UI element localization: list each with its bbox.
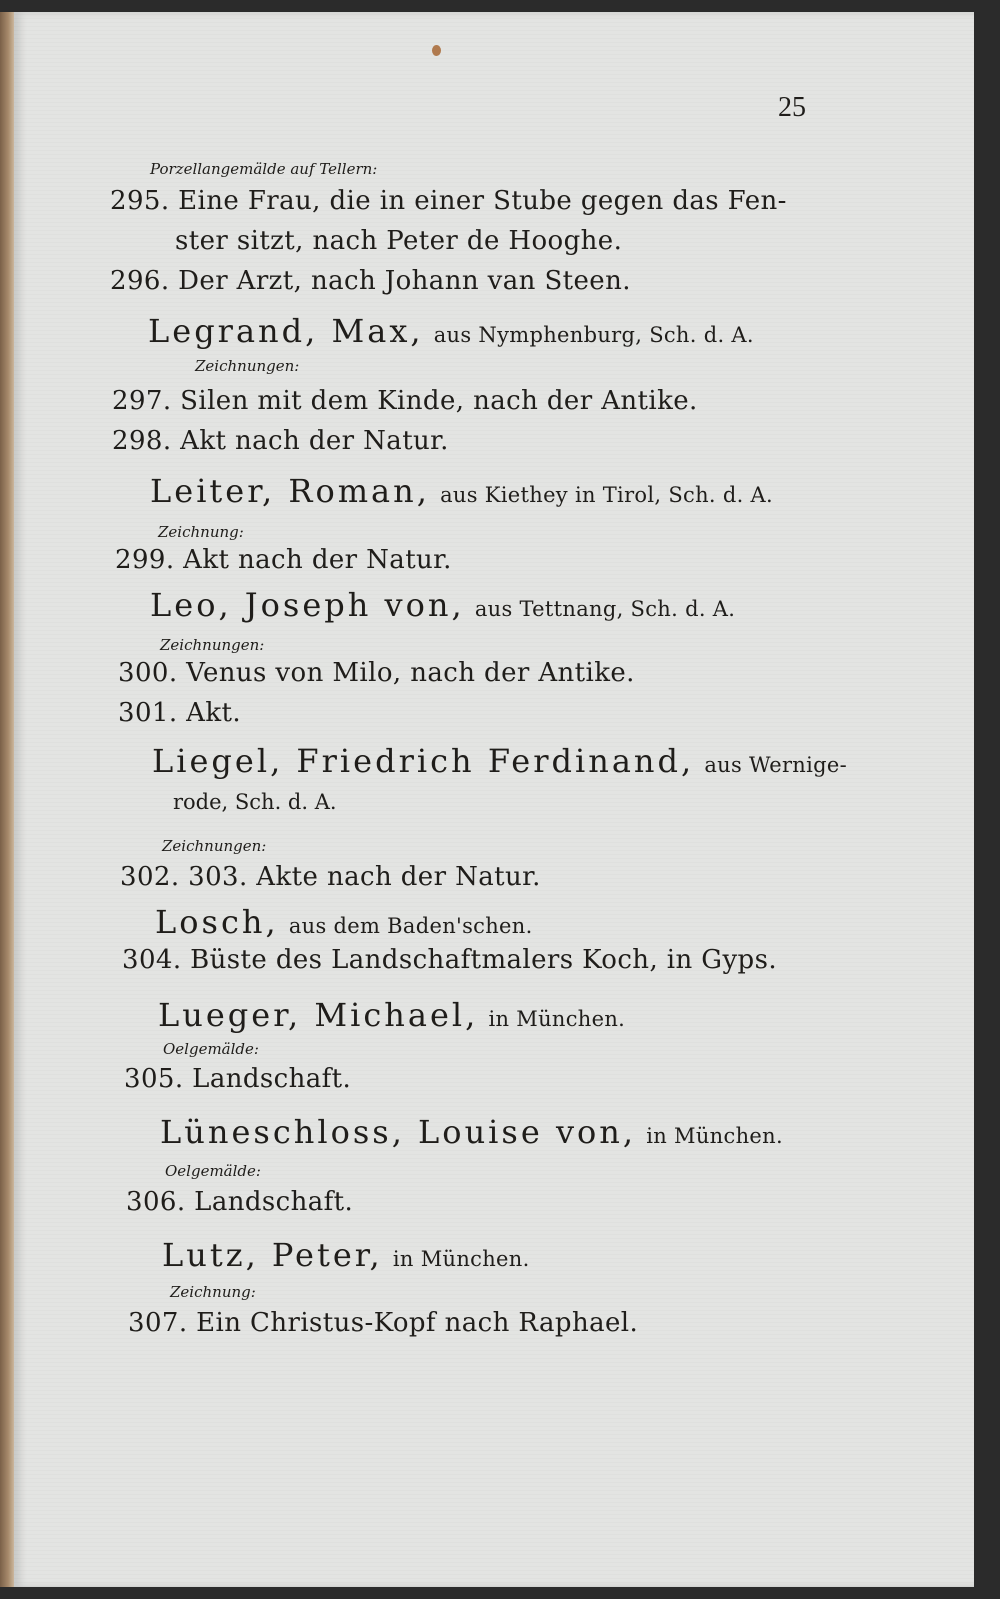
artist-origin: in München. xyxy=(392,1247,530,1271)
catalog-entry: 305. Landschaft. xyxy=(124,1064,352,1094)
catalog-entry: 302. 303. Akte nach der Natur. xyxy=(120,862,541,892)
catalog-entry: 296. Der Arzt, nach Johann van Steen. xyxy=(110,266,631,296)
artist-name: Leo, Joseph von, xyxy=(150,586,465,624)
catalog-entry: 301. Akt. xyxy=(118,698,241,728)
page-number: 25 xyxy=(778,92,806,123)
artist-name: Legrand, Max, xyxy=(148,312,424,350)
catalog-entry: 306. Landschaft. xyxy=(126,1187,354,1217)
artist-heading xyxy=(162,1236,530,1274)
artist-origin-continuation: rode, Sch. d. A. xyxy=(173,790,337,814)
artist-origin: aus Kiethey in Tirol, Sch. d. A. xyxy=(440,483,773,507)
artist-heading xyxy=(160,1113,783,1151)
catalog-entry: 307. Ein Christus-Kopf nach Raphael. xyxy=(128,1308,639,1338)
artist-heading xyxy=(158,996,625,1034)
artist-heading xyxy=(152,742,847,780)
catalog-entry: 299. Akt nach der Natur. xyxy=(115,545,452,575)
artist-origin: aus Tettnang, Sch. d. A. xyxy=(474,597,736,621)
catalog-entry: 304. Büste des Landschaftmalers Koch, in Gyps. xyxy=(122,945,778,975)
artist-heading xyxy=(150,472,773,510)
artist-heading xyxy=(155,903,533,941)
artist-origin: aus Wernige- xyxy=(704,753,847,777)
paper-stain xyxy=(432,45,441,56)
category-heading: Zeichnung: xyxy=(158,523,244,541)
category-heading: Zeichnungen: xyxy=(195,357,300,375)
catalog-entry: 297. Silen mit dem Kinde, nach der Antike. xyxy=(112,386,698,416)
artist-origin: aus Nymphenburg, Sch. d. A. xyxy=(433,323,754,347)
category-heading: Porzellangemälde auf Tellern: xyxy=(150,160,378,178)
artist-name: Lüneschloss, Louise von, xyxy=(160,1113,637,1151)
catalog-entry: 295. Eine Frau, die in einer Stube gegen das Fen- xyxy=(110,186,787,216)
catalog-entry: 300. Venus von Milo, nach der Antike. xyxy=(118,658,635,688)
category-heading: Oelgemälde: xyxy=(165,1162,261,1180)
category-heading: Zeichnung: xyxy=(170,1283,256,1301)
catalog-entry-continuation: ster sitzt, nach Peter de Hooghe. xyxy=(175,226,623,256)
artist-name: Lutz, Peter, xyxy=(162,1236,383,1274)
artist-origin: in München. xyxy=(646,1124,783,1148)
artist-name: Leiter, Roman, xyxy=(150,472,430,510)
artist-name: Lueger, Michael, xyxy=(158,996,479,1034)
category-heading: Zeichnungen: xyxy=(162,837,267,855)
artist-heading xyxy=(148,312,754,350)
artist-origin: in München. xyxy=(488,1007,626,1031)
artist-heading xyxy=(150,586,735,624)
catalog-entry: 298. Akt nach der Natur. xyxy=(112,426,449,456)
artist-name: Losch, xyxy=(155,903,279,941)
book-spine xyxy=(0,12,14,1587)
artist-name: Liegel, Friedrich Ferdinand, xyxy=(152,742,695,780)
artist-origin: aus dem Baden'schen. xyxy=(288,914,533,938)
category-heading: Oelgemälde: xyxy=(163,1040,259,1058)
category-heading: Zeichnungen: xyxy=(160,636,265,654)
